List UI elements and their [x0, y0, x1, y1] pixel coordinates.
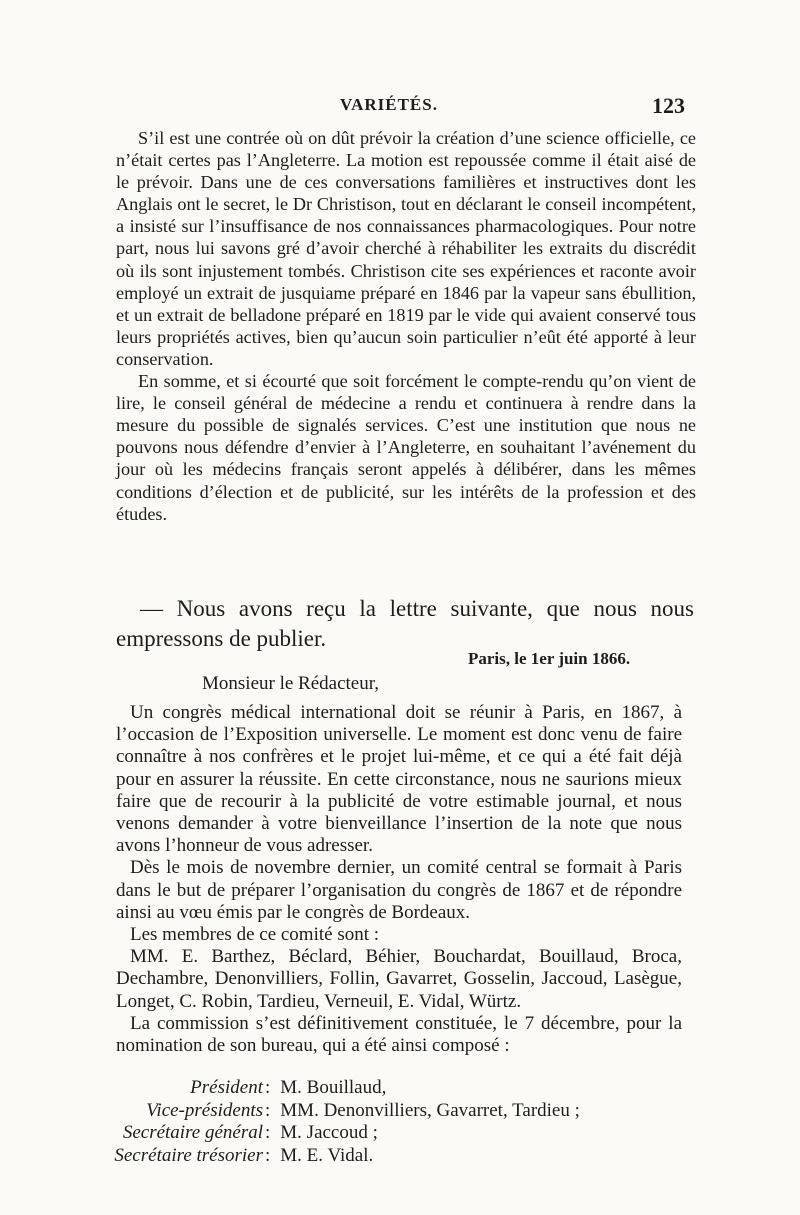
bureau-names: M. Bouillaud,	[280, 1077, 387, 1098]
letter-intro: — Nous avons reçu la lettre suivante, que nous nous empressons de publier.	[116, 596, 694, 651]
bureau-names: M. Jaccoud ;	[280, 1122, 378, 1143]
bureau-row: Secrétaire général : M. Jaccoud ;	[100, 1122, 700, 1145]
paragraph-christison: S’il est une contrée où on dût prévoir la création d’une science officielle, ce n’était certes pas l’Angleterre. La motion est repoussée comme il était aisé de le prévoir. Dans une de ces conversations familières et instructives dont les Anglais ont le secret, le Dr Christison, tout en déclarant le conseil incompétent, a insisté sur l’insuffisance de nos connaissances pharmacologiques. Pour notre part, nous lui savons gré d’avoir cherché à réhabiliter les extraits du discrédit où ils sont injustement tombés. Christison cite ses expériences et raconte avoir employé un extrait de jusquiame préparé en 1846 par la vapeur sans ébullition, et un extrait de belladone préparé en 1819 par le vide qui avaient conservé tous leurs propriétés actives, bien qu’aucun soin particulier n’eût été apporté à leur conservation.	[116, 128, 696, 369]
page-header	[0, 95, 800, 125]
paragraph-conclusion: En somme, et si écourté que soit forcément le compte-rendu qu’on vient de lire, le conseil général de médecine a rendu et continuera à rendre dans la mesure du possible de signalés services. C’est une institution que nous ne pouvons nous défendre d’envier à l’Angleterre, en souhaitant l’avénement du jour où les médecins français seront appelés à délibérer, dans les mêmes conditions d’élection et de publicité, sur les intérêts de la profession et des études.	[116, 371, 696, 524]
running-title: VARIÉTÉS.	[340, 95, 438, 114]
page-number: 123	[652, 93, 685, 118]
letter-paragraph: Dès le mois de novembre dernier, un comité central se formait à Paris dans le but de préparer l’organisation du congrès de 1867 et de répondre ainsi au vœu émis par le congrès de Bordeaux.	[116, 857, 682, 923]
bureau-role: Secrétaire général	[122, 1122, 263, 1143]
letter-paragraph: La commission s’est définitivement constituée, le 7 décembre, pour la nomination de son bureau, qui a été ainsi composé :	[116, 1012, 682, 1057]
bureau-role: Vice-présidents	[146, 1099, 263, 1121]
bureau-row: Vice-présidents : MM. Denonvilliers, Gavarret, Tardieu ;	[100, 1100, 700, 1123]
committee-members: MM. E. Barthez, Béclard, Béhier, Bouchardat, Bouillaud, Broca, Dechambre, Denonvilliers, Follin, Gavarret, Gosselin, Jaccoud, Lasègue, Longet, C. Robin, Tardieu, Verneuil, E. Vidal, Würtz.	[116, 946, 682, 1012]
letter-salutation: Monsieur le Rédacteur,	[202, 673, 380, 694]
bureau-role: Président	[190, 1077, 263, 1098]
bureau-row: Secrétaire trésorier : M. E. Vidal.	[100, 1145, 700, 1168]
letter-paragraph: Un congrès médical international doit se réunir à Paris, en 1867, à l’occasion de l’Exposition universelle. Le moment est donc venu de faire connaître à nos confrères et le projet lui-même, et ce qui a été fait déjà pour en assurer la réussite. En cette circonstance, nous ne saurions mieux faire que de recourir à la publicité de votre estimable journal, et nous venons demander à votre bienveillance l’insertion de la note que nous avons l’honneur de vous adresser.	[116, 702, 682, 857]
bureau-names: M. E. Vidal.	[280, 1144, 374, 1166]
letter-dateline: Paris, le 1er juin 1866.	[468, 649, 631, 668]
bureau-list	[100, 1077, 700, 1167]
letter-body	[116, 702, 682, 1057]
bureau-names: MM. Denonvilliers, Gavarret, Tardieu ;	[280, 1099, 580, 1121]
article-continuation	[116, 127, 696, 525]
bureau-row: Président : M. Bouillaud,	[100, 1077, 700, 1100]
letter-paragraph: Les membres de ce comité sont :	[130, 924, 380, 946]
bureau-role: Secrétaire trésorier	[114, 1144, 263, 1166]
